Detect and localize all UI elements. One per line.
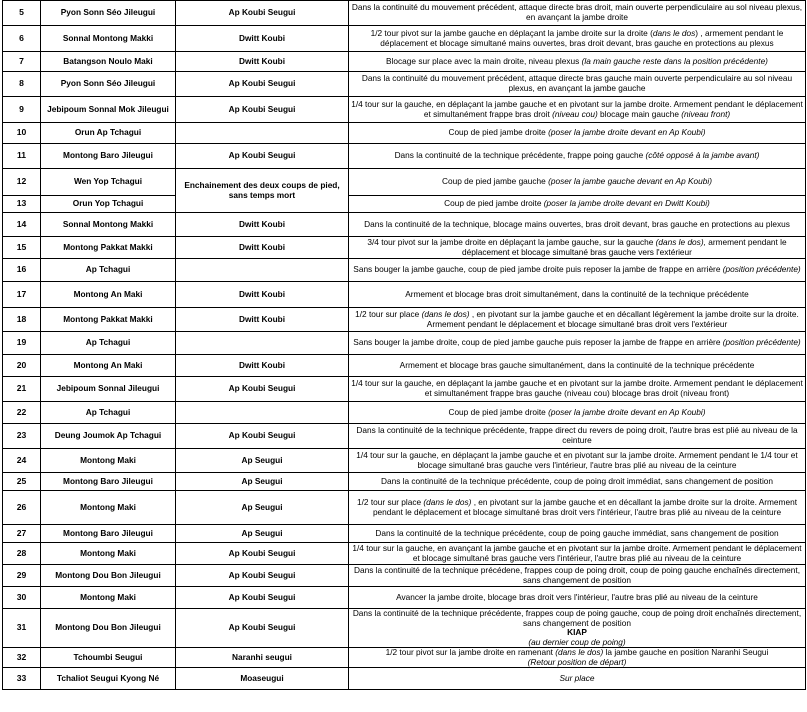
description-text: 3/4 tour pivot sur la jambe droite en déplaçant la jambe gauche, sur la gauche [367, 236, 656, 247]
description-text: (au dernier coup de poing) [528, 636, 626, 647]
table-row [3, 282, 806, 308]
table-row [3, 259, 806, 282]
table-row [3, 377, 806, 402]
stance-name: Ap Koubi Seugui [176, 1, 349, 26]
step-number: 25 [3, 473, 41, 491]
stance-name: Ap Seugui [176, 449, 349, 473]
step-number: 21 [3, 377, 41, 402]
technique-name: Montong Baro Jileugui [41, 144, 176, 169]
description-text: (position précédente) [722, 337, 801, 348]
step-number: 23 [3, 424, 41, 449]
stance-name [176, 259, 349, 282]
technique-name: Orun Ap Tchagui [41, 123, 176, 144]
stance-name: Ap Seugui [176, 473, 349, 491]
stance-name: Dwitt Koubi [176, 237, 349, 259]
stance-name: Dwitt Koubi [176, 26, 349, 52]
stance-name: Dwitt Koubi [176, 282, 349, 308]
technique-name: Ap Tchagui [41, 402, 176, 424]
stance-name: Ap Koubi Seugui [176, 543, 349, 565]
step-number: 7 [3, 52, 41, 72]
stance-name: Moaseugui [176, 668, 349, 690]
technique-name: Tchoumbi Seugui [41, 648, 176, 668]
description-text: Avancer la jambe droite, blocage bras droit vers l'intérieur, l'autre bras plié au niveau de la ceinture [396, 591, 758, 602]
description-text: Dans la continuité de la technique précédene, frappes coup de poing droit, coup de poing gauche enchaînés directement, sans changement de position [353, 564, 801, 585]
table-row [3, 26, 806, 52]
technique-name: Orun Yop Tchagui [41, 196, 176, 213]
description-text: 1/4 tour sur la gauche, en avançant la jambe gauche et en pivotant sur la jambe droite. Armement pendant le déplacement et blocage simultané bras gauche vers l'intérieur, l'autre bras plié au niveau de la ceinture [352, 542, 802, 563]
technique-name: Ap Tchagui [41, 259, 176, 282]
technique-name: Deung Joumok Ap Tchagui [41, 424, 176, 449]
description-text: (poser la jambe gauche devant en Ap Koubi) [548, 176, 712, 187]
description-text: (côté opposé à la jambe avant) [645, 150, 760, 161]
description-text: , en pivotant sur la jambe gauche et en décallant légèrement la jambe droite sur la droite. Armement pendant le déplacement et blocage simultané bras droit vers l'extérieur [426, 308, 799, 329]
table-row [3, 97, 806, 123]
description-text: Sans bouger la jambe droite, coup de pied jambe gauche puis reposer la jambe de frappe en arrière [353, 337, 723, 348]
description-text: Coup de pied jambe droite [444, 198, 544, 209]
description-text: (la main gauche reste dans la position précédente) [581, 55, 768, 66]
description-text: Sans bouger la jambe gauche, coup de pied jambe droite puis reposer la jambe de frappe en arrière [353, 264, 723, 275]
description-text: (poser la jambe droite devant en Ap Koubi) [548, 127, 706, 138]
technique-description [349, 402, 806, 424]
description-text: (dans le dos), [655, 236, 706, 247]
technique-name: Montong Pakkat Makki [41, 237, 176, 259]
stance-name: Naranhi seugui [176, 648, 349, 668]
technique-name: Montong Baro Jileugui [41, 525, 176, 543]
description-text: Dans la continuité de la technique précédente, frappes coup de poing gauche, coup de poing droit enchaînés directement, sans changement de position [352, 608, 802, 628]
technique-description [349, 52, 806, 72]
step-number: 31 [3, 609, 41, 648]
technique-name: Montong Pakkat Makki [41, 308, 176, 332]
table-row [3, 402, 806, 424]
stance-name [176, 123, 349, 144]
technique-name: Montong An Maki [41, 355, 176, 377]
description-text: armement pendant le déplacement et blocage simultané bras gauche vers l'extérieur [462, 236, 787, 257]
technique-name: Montong Dou Bon Jileugui [41, 609, 176, 648]
description-text: 1/2 tour pivot sur la jambe gauche en déplaçant la jambe droite sur la droite ( [370, 27, 653, 38]
table-row [3, 648, 806, 668]
stance-name: Ap Koubi Seugui [176, 424, 349, 449]
table-row [3, 355, 806, 377]
description-text: ) , armement pendant le déplacement et blocage simultané mains ouvertes, bras droit devant, bras gauche en protections au plexus [380, 27, 784, 48]
stance-name: Ap Koubi Seugui [176, 565, 349, 587]
table-row [3, 491, 806, 525]
table-row [3, 169, 806, 196]
technique-name: Montong Maki [41, 587, 176, 609]
description-text: 1/2 tour sur place [355, 308, 422, 319]
description-text: , en pivotant sur la jambe gauche et en décallant la jambe droite sur la droite. Armement pendant le déplacement et blocage simultané bras droit vers l'intérieur, l'autre bras plié au niveau de la ceinture [372, 496, 797, 517]
description-text: (niveau cou) [552, 108, 598, 119]
step-number: 17 [3, 282, 41, 308]
description-text: (dans le dos) [555, 647, 604, 658]
stance-name: Ap Koubi Seugui [176, 377, 349, 402]
technique-name: Montong Maki [41, 491, 176, 525]
table-row [3, 668, 806, 690]
kata-table [2, 0, 806, 690]
table-row [3, 424, 806, 449]
description-text: 1/4 tour sur la gauche, en déplaçant la jambe gauche et en pivotant sur la jambe droite. Armement pendant le 1/4 tour et blocage simultané bras gauche vers l'intérieur, l'autre bras plié au niveau de la ceinture [356, 449, 798, 470]
stance-name: Ap Koubi Seugui [176, 97, 349, 123]
stance-name: Ap Koubi Seugui [176, 144, 349, 169]
table-row [3, 213, 806, 237]
description-text: Blocage sur place avec la main droite, niveau plexus [386, 55, 582, 66]
description-text: Armement et blocage bras gauche simultanément, dans la continuité de la technique précédente [399, 359, 755, 370]
step-number: 29 [3, 565, 41, 587]
description-text: 1/2 tour pivot sur la jambe droite en ramenant [385, 647, 556, 658]
table-row [3, 52, 806, 72]
technique-description [349, 282, 806, 308]
technique-description [349, 213, 806, 237]
step-number: 13 [3, 196, 41, 213]
description-text: Dans la continuité du mouvement précédent, attaque directe bras droit, main ouverte perpendiculaire au sol niveau plexus, en avançant la jambe droite [351, 2, 803, 22]
table-row [3, 308, 806, 332]
technique-description [349, 648, 806, 668]
description-text: Dans la continuité de la technique précédente, coup de poing gauche immédiat, sans changement de position [375, 527, 779, 538]
step-number: 32 [3, 648, 41, 668]
step-number: 15 [3, 237, 41, 259]
table-row [3, 1, 806, 26]
technique-description [349, 473, 806, 491]
description-text: dans le dos [652, 27, 696, 38]
technique-description [349, 355, 806, 377]
description-text: Armement et blocage bras droit simultanément, dans la continuité de la technique précédente [405, 288, 749, 299]
step-number: 14 [3, 213, 41, 237]
technique-description [349, 668, 806, 690]
step-number: 9 [3, 97, 41, 123]
technique-description [349, 169, 806, 196]
technique-description [349, 259, 806, 282]
step-number: 18 [3, 308, 41, 332]
technique-description [349, 26, 806, 52]
stance-name [176, 332, 349, 355]
description-text: Dans la continuité de la technique, blocage mains ouvertes, bras droit devant, bras gauche en protections au plexus [364, 218, 790, 229]
description-text: Coup de pied jambe droite [448, 127, 549, 138]
stance-name: Enchainement des deux coups de pied, sans temps mort [176, 169, 349, 213]
technique-description [349, 237, 806, 259]
step-number: 33 [3, 668, 41, 690]
description-text: 1/4 tour sur la gauche, en déplaçant la jambe gauche et en pivotant sur la jambe droite. Armement pendant le déplacement et simultanément frappe bras droit [351, 98, 803, 119]
technique-name: Sonnal Montong Makki [41, 213, 176, 237]
technique-description [349, 123, 806, 144]
table-row [3, 237, 806, 259]
description-text: (niveau front) [681, 108, 731, 119]
stance-name: Ap Seugui [176, 525, 349, 543]
technique-name: Montong Dou Bon Jileugui [41, 565, 176, 587]
technique-description [349, 1, 806, 26]
table-row [3, 609, 806, 648]
stance-name: Dwitt Koubi [176, 355, 349, 377]
technique-name: Wen Yop Tchagui [41, 169, 176, 196]
technique-name: Batangson Noulo Maki [41, 52, 176, 72]
description-text: Coup de pied jambe droite [448, 406, 549, 417]
step-number: 5 [3, 1, 41, 26]
table-row [3, 587, 806, 609]
description-text: (poser la jambe droite devant en Dwitt Koubi) [543, 198, 710, 209]
table-row [3, 72, 806, 97]
technique-description [349, 587, 806, 609]
technique-name: Sonnal Montong Makki [41, 26, 176, 52]
stance-name: Ap Koubi Seugui [176, 609, 349, 648]
technique-description [349, 424, 806, 449]
table-row [3, 123, 806, 144]
technique-description [349, 308, 806, 332]
description-text: blocage main gauche [597, 108, 682, 119]
technique-name: Montong Maki [41, 543, 176, 565]
description-text: Coup de pied jambe gauche [442, 176, 549, 187]
step-number: 28 [3, 543, 41, 565]
step-number: 30 [3, 587, 41, 609]
step-number: 12 [3, 169, 41, 196]
step-number: 27 [3, 525, 41, 543]
step-number: 8 [3, 72, 41, 97]
technique-name: Tchaliot Seugui Kyong Né [41, 668, 176, 690]
description-text: 1/2 tour sur place [357, 496, 424, 507]
table-row [3, 473, 806, 491]
step-number: 22 [3, 402, 41, 424]
technique-description [349, 449, 806, 473]
technique-description [349, 543, 806, 565]
technique-description [349, 525, 806, 543]
description-text: Dans la continuité de la technique précédente, coup de poing droit immédiat, sans changement de position [380, 475, 774, 486]
technique-description [349, 377, 806, 402]
step-number: 24 [3, 449, 41, 473]
step-number: 6 [3, 26, 41, 52]
technique-name: Jebipoum Sonnal Mok Jileugui [41, 97, 176, 123]
description-text: Dans la continuité de la technique précédente, frappe direct du revers de poing droit, l'autre bras est plié au niveau de la ceinture [356, 425, 798, 445]
description-text: (Retour position de départ) [527, 656, 627, 667]
step-number: 11 [3, 144, 41, 169]
table-row [3, 144, 806, 169]
table-body [3, 1, 806, 690]
technique-description [349, 72, 806, 97]
description-text: Sur place [559, 672, 595, 683]
technique-description [349, 196, 806, 213]
stance-name: Dwitt Koubi [176, 308, 349, 332]
technique-name: Jebipoum Sonnal Jileugui [41, 377, 176, 402]
technique-name: Montong Baro Jileugui [41, 473, 176, 491]
description-text: 1/4 tour sur la gauche, en déplaçant la jambe gauche et en pivotant sur la jambe droite. Armement pendant le déplacement et simultanément frappe bras gauche (niveau cou) blocage bras droit (niveau front) [351, 378, 803, 398]
stance-name [176, 402, 349, 424]
technique-name: Montong Maki [41, 449, 176, 473]
technique-name: Montong An Maki [41, 282, 176, 308]
technique-description [349, 491, 806, 525]
description-text: KIAP [567, 627, 587, 638]
stance-name: Dwitt Koubi [176, 213, 349, 237]
technique-description [349, 144, 806, 169]
technique-description [349, 332, 806, 355]
technique-name: Ap Tchagui [41, 332, 176, 355]
description-text: la jambe gauche en position Naranhi Seugui [603, 647, 769, 658]
step-number: 16 [3, 259, 41, 282]
table-row [3, 332, 806, 355]
description-text: (dans le dos) [423, 496, 472, 507]
technique-name: Pyon Sonn Séo Jileugui [41, 1, 176, 26]
description-text: Dans la continuité de la technique précédente, frappe poing gauche [394, 150, 646, 161]
description-text: Dans la continuité du mouvement précédent, attaque directe bras gauche main ouverte perpendiculaire au sol niveau plexus, en avançant la jambe gauche [361, 73, 793, 93]
step-number: 20 [3, 355, 41, 377]
stance-name: Dwitt Koubi [176, 52, 349, 72]
technique-description [349, 565, 806, 587]
technique-description [349, 609, 806, 648]
table-row [3, 565, 806, 587]
description-text: (position précédente) [722, 264, 801, 275]
technique-description [349, 97, 806, 123]
step-number: 26 [3, 491, 41, 525]
stance-name: Ap Koubi Seugui [176, 587, 349, 609]
table-row [3, 525, 806, 543]
description-text: (poser la jambe droite devant en Ap Koubi) [548, 406, 706, 417]
table-row [3, 196, 806, 213]
table-row [3, 449, 806, 473]
stance-name: Ap Seugui [176, 491, 349, 525]
stance-name: Ap Koubi Seugui [176, 72, 349, 97]
description-text: (dans le dos) [421, 308, 470, 319]
step-number: 10 [3, 123, 41, 144]
technique-name: Pyon Sonn Séo Jileugui [41, 72, 176, 97]
step-number: 19 [3, 332, 41, 355]
table-row [3, 543, 806, 565]
